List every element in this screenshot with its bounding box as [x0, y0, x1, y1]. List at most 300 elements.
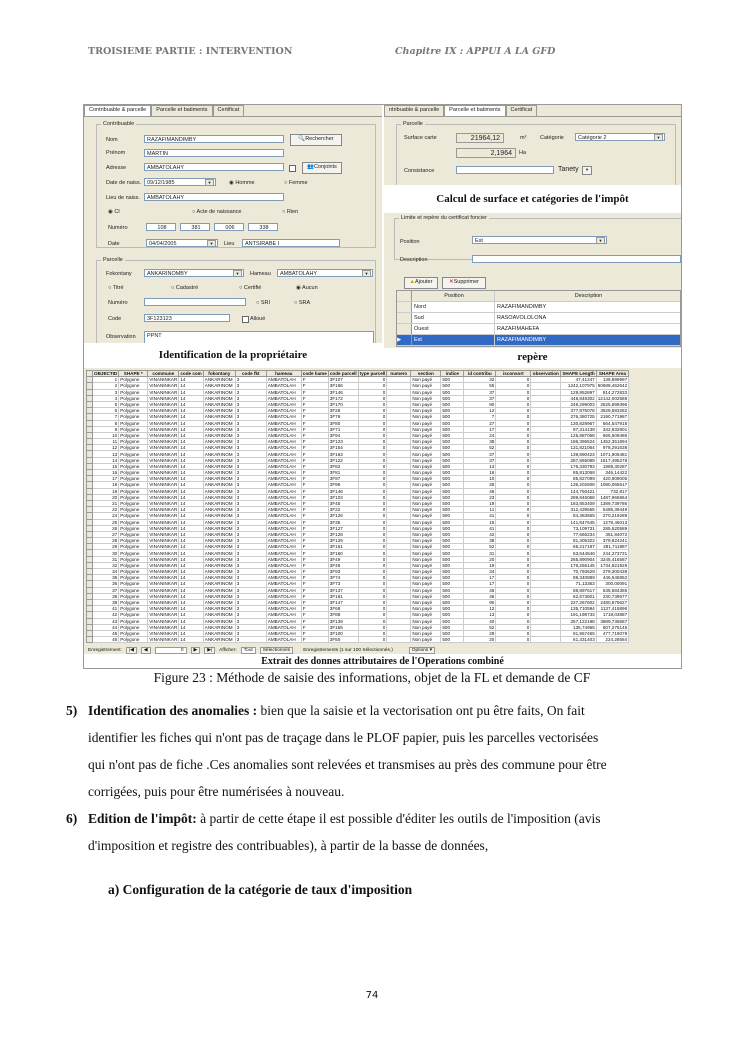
- column-header[interactable]: indice: [441, 371, 464, 377]
- table-cell: 15: [93, 463, 119, 469]
- table-cell: 3: [235, 569, 266, 575]
- column-header-description[interactable]: Description: [574, 293, 603, 299]
- table-cell: 500: [441, 593, 464, 599]
- table-cell: ANKARINOM: [203, 513, 235, 519]
- table-cell: 500: [441, 445, 464, 451]
- table-cell: 0: [496, 618, 531, 624]
- table-cell: 342,932801: [596, 426, 628, 432]
- date-naiss-picker[interactable]: 09/12/1985 ▼: [144, 178, 216, 186]
- column-header[interactable]: code parcell: [329, 371, 357, 377]
- table-cell: 46: [464, 593, 496, 599]
- table-cell: 3: [235, 463, 266, 469]
- adresse-field[interactable]: AMBATOLAHY: [144, 163, 284, 171]
- table-cell: 0: [496, 630, 531, 636]
- numero-part-1[interactable]: 108: [146, 223, 176, 231]
- table-cell: 1242,107975: [561, 383, 596, 389]
- table-cell: F: [301, 525, 328, 531]
- table-cell: VINANINKAR: [149, 470, 178, 476]
- column-header[interactable]: SHAPE Length: [562, 371, 595, 377]
- table-cell: 379,824241: [596, 538, 628, 544]
- table-cell: 0: [358, 470, 387, 476]
- table-cell: 13: [93, 451, 119, 457]
- tab-parcelle-batiments[interactable]: Parcelle et batiments: [444, 105, 505, 116]
- table-cell: 3F96: [328, 482, 358, 488]
- table-cell: ANKARINOM: [203, 476, 235, 482]
- table-cell: 500: [441, 538, 464, 544]
- consistance-field[interactable]: [456, 166, 554, 174]
- table-cell: F: [301, 618, 328, 624]
- table-cell: Non payé: [411, 569, 441, 575]
- table-row-selected[interactable]: ▶ Est RAZAFIMANDIMBY: [397, 335, 680, 346]
- table-row[interactable]: [87, 637, 629, 643]
- table-cell: 14: [179, 476, 203, 482]
- table-cell: Polygone: [119, 414, 148, 420]
- table-cell: 0: [496, 507, 531, 513]
- table-cell: Polygone: [119, 507, 148, 513]
- table-row[interactable]: Nord RAZAFIMANDIMBY: [397, 302, 680, 313]
- repere-grid: [396, 290, 681, 347]
- table-cell: Non payé: [411, 606, 441, 612]
- table-cell: F: [301, 630, 328, 636]
- table-cell: 3: [235, 513, 266, 519]
- table-cell: Polygone: [119, 618, 148, 624]
- table-cell: AMBATOLAH: [266, 463, 301, 469]
- numero-parcelle-field[interactable]: [144, 298, 246, 306]
- table-cell: ANKARINOM: [203, 383, 235, 389]
- table-cell: 500: [441, 494, 464, 500]
- table-cell: 14: [179, 581, 203, 587]
- table-cell: 0: [496, 562, 531, 568]
- table-cell: Non payé: [411, 494, 441, 500]
- chevron-down-icon: ▼: [585, 167, 589, 172]
- column-header[interactable]: id contribu: [464, 371, 496, 377]
- table-cell: 3: [235, 556, 266, 562]
- table-cell: Polygone: [119, 457, 148, 463]
- table-cell: Polygone: [119, 531, 148, 537]
- consistance-dropdown-button[interactable]: [582, 166, 592, 175]
- table-cell: 3: [235, 389, 266, 395]
- table-cell: 3F82: [328, 463, 358, 469]
- table-cell: 2525,899396: [596, 401, 628, 407]
- table-cell: 2: [93, 383, 119, 389]
- table-cell: 7: [464, 414, 496, 420]
- ci-radio[interactable]: ◉ CI: [108, 209, 120, 215]
- table-cell: 500: [441, 531, 464, 537]
- table-cell: 21: [93, 500, 119, 506]
- fokontany-select[interactable]: ANKARINOMBY ▼: [144, 269, 244, 277]
- dropdown-arrow-icon[interactable]: ▼: [207, 240, 216, 247]
- surface-panel: [384, 105, 681, 185]
- table-cell: 14: [179, 457, 203, 463]
- table-cell: 10: [93, 432, 119, 438]
- observation-field[interactable]: PPNT: [144, 331, 374, 343]
- column-header[interactable]: isconsort: [496, 371, 531, 377]
- table-cell: 351,84072: [596, 531, 628, 537]
- tab-certificat[interactable]: Certificat: [506, 105, 538, 116]
- acte-naissance-radio[interactable]: ○ Acte de naissance: [192, 209, 242, 215]
- table-cell: 3: [235, 507, 266, 513]
- table-cell: 0: [496, 377, 531, 383]
- table-cell: 46: [93, 637, 119, 643]
- prev-record-button[interactable]: ◀: [141, 647, 151, 654]
- table-cell: 62,573601: [561, 593, 596, 599]
- table-cell: AMBATOLAH: [266, 389, 301, 395]
- numero-part-3[interactable]: 006: [214, 223, 244, 231]
- table-cell: 814,272833: [596, 389, 628, 395]
- table-cell: VINANINKAR: [149, 538, 178, 544]
- table-cell: 0: [358, 538, 387, 544]
- options-button[interactable]: Options ▾: [409, 647, 435, 654]
- table-cell: 0: [358, 630, 387, 636]
- table-cell: Non payé: [411, 395, 441, 401]
- table-cell: 3: [235, 599, 266, 605]
- table-cell: 0: [496, 525, 531, 531]
- table-cell: 19: [464, 562, 496, 568]
- table-cell: 46: [464, 488, 496, 494]
- table-cell: AMBATOLAH: [266, 470, 301, 476]
- table-cell: VINANINKAR: [149, 389, 178, 395]
- categorie-select[interactable]: Catégorie 2 ▼: [575, 133, 665, 141]
- table-cell: 500: [441, 488, 464, 494]
- table-cell: VINANINKAR: [149, 383, 178, 389]
- table-cell: 0: [496, 408, 531, 414]
- table-cell: 77,666234: [561, 531, 596, 537]
- table-cell: AMBATOLAH: [266, 525, 301, 531]
- table-cell: 446,545852: [596, 575, 628, 581]
- column-header[interactable]: OBJECTID: [94, 371, 118, 377]
- table-cell: ANKARINOM: [203, 401, 235, 407]
- table-cell: F: [301, 383, 328, 389]
- prenom-field[interactable]: MARTIN: [144, 149, 284, 157]
- table-cell: 91,957465: [561, 630, 596, 636]
- table-cell: 65,217197: [561, 544, 596, 550]
- tout-button[interactable]: Tout: [241, 647, 256, 654]
- sra-radio[interactable]: ○ SRA: [294, 300, 310, 306]
- table-cell: 20: [464, 637, 496, 643]
- table-cell: 14: [179, 538, 203, 544]
- table-cell: F: [301, 637, 328, 643]
- table-cell: 97,314138: [561, 426, 596, 432]
- dropdown-arrow-icon[interactable]: ▼: [654, 134, 663, 141]
- tab-certificat[interactable]: Certificat: [213, 105, 245, 116]
- rechercher-button[interactable]: 🔍Rechercher: [290, 134, 342, 146]
- table-cell: AMBATOLAH: [266, 630, 301, 636]
- table-cell: Non payé: [411, 408, 441, 414]
- table-cell: 71,13363: [561, 581, 596, 587]
- table-cell: 14: [179, 377, 203, 383]
- table-cell: 279,300438: [596, 569, 628, 575]
- certifie-radio[interactable]: ○ Certifié: [239, 285, 261, 291]
- table-cell: VINANINKAR: [149, 624, 178, 630]
- table-cell: ANKARINOM: [203, 470, 235, 476]
- table-cell: AMBATOLAH: [266, 500, 301, 506]
- table-cell: AMBATOLAH: [266, 575, 301, 581]
- table-cell: 3: [93, 389, 119, 395]
- dropdown-arrow-icon[interactable]: ▼: [205, 179, 214, 186]
- numero-part-2[interactable]: 381: [180, 223, 210, 231]
- table-cell: 14: [179, 606, 203, 612]
- table-cell: ANKARINOM: [203, 519, 235, 525]
- table-cell: Non payé: [411, 377, 441, 383]
- table-cell: 500: [441, 377, 464, 383]
- table-cell: 43: [93, 618, 119, 624]
- table-cell: F: [301, 500, 328, 506]
- table-cell: F: [301, 476, 328, 482]
- table-cell: F: [301, 463, 328, 469]
- ajouter-button[interactable]: ▲Ajouter: [404, 277, 438, 289]
- table-cell: 3F50: [328, 637, 358, 643]
- code-field[interactable]: 3F123123: [144, 314, 230, 322]
- table-cell: 28: [464, 482, 496, 488]
- table-cell: 38: [464, 538, 496, 544]
- dropdown-arrow-icon[interactable]: ▼: [596, 237, 605, 244]
- description-field[interactable]: [472, 255, 681, 263]
- table-cell: AMBATOLAH: [266, 377, 301, 383]
- column-header[interactable]: type parcell: [359, 371, 386, 377]
- table-cell: 500: [441, 581, 464, 587]
- table-cell: 135,710594: [561, 606, 596, 612]
- table-cell: 14: [179, 513, 203, 519]
- table-cell: 3F97: [328, 476, 358, 482]
- table-cell: 500: [441, 395, 464, 401]
- table-cell: VINANINKAR: [149, 612, 178, 618]
- table-cell: F: [301, 408, 328, 414]
- group-title: Contribuable: [103, 121, 135, 127]
- column-header[interactable]: observation: [532, 371, 559, 377]
- first-record-button[interactable]: |◀: [126, 647, 137, 654]
- dropdown-arrow-icon[interactable]: ▼: [233, 270, 242, 277]
- table-cell: 0: [358, 414, 387, 420]
- table-cell: AMBATOLAH: [266, 457, 301, 463]
- table-cell: 14: [179, 432, 203, 438]
- table-cell: 500: [441, 463, 464, 469]
- table-cell: 500: [441, 599, 464, 605]
- conjoint-checkbox[interactable]: [289, 165, 296, 172]
- table-cell: 3F172: [328, 395, 358, 401]
- next-record-button[interactable]: ▶: [191, 647, 201, 654]
- column-header-position[interactable]: Position: [412, 291, 495, 301]
- table-cell: Polygone: [119, 525, 148, 531]
- table-cell: 3F107: [328, 377, 358, 383]
- table-cell: F: [301, 439, 328, 445]
- subheading: a) Configuration de la catégorie de taux d'imposition: [108, 882, 413, 897]
- search-icon: 🔍: [298, 136, 306, 142]
- position-select[interactable]: Est ▼: [472, 236, 607, 244]
- table-cell: 37: [464, 395, 496, 401]
- table-cell: 14: [179, 531, 203, 537]
- table-cell: Non payé: [411, 500, 441, 506]
- hameau-select[interactable]: AMBATOLAHY ▼: [277, 269, 373, 277]
- homme-radio[interactable]: ◉ Homme: [229, 180, 255, 186]
- table-cell: Non payé: [411, 556, 441, 562]
- table-cell: 27: [464, 420, 496, 426]
- selectionnes-button[interactable]: Sélectionnés: [260, 647, 293, 654]
- table-cell: 1734,821929: [596, 562, 628, 568]
- table-row[interactable]: Sud RASOAVOLOLONA: [397, 313, 680, 324]
- table-cell: 26: [93, 525, 119, 531]
- table-cell: F: [301, 445, 328, 451]
- table-cell: 44: [93, 624, 119, 630]
- table-cell: 14: [179, 389, 203, 395]
- table-cell: 11: [464, 507, 496, 513]
- table-cell: 564,547918: [596, 420, 628, 426]
- last-record-button[interactable]: ▶|: [204, 647, 215, 654]
- table-cell: Polygone: [119, 383, 148, 389]
- table-cell: 0: [496, 587, 531, 593]
- table-cell: 0: [358, 482, 387, 488]
- table-cell: 12: [93, 445, 119, 451]
- alloue-checkbox[interactable]: [242, 316, 249, 323]
- table-cell: 3F103: [328, 494, 358, 500]
- table-cell: Polygone: [119, 630, 148, 636]
- column-header[interactable]: SHAPE Area: [596, 371, 628, 377]
- supprimer-button[interactable]: ✕Supprimer: [442, 277, 486, 289]
- table-cell: 41: [464, 525, 496, 531]
- titre-radio[interactable]: ○ Titré: [108, 285, 124, 291]
- table-cell: AMBATOLAH: [266, 599, 301, 605]
- conjoints-button[interactable]: 👥Conjoints: [302, 162, 342, 174]
- table-cell: 32: [464, 377, 496, 383]
- table-cell: Polygone: [119, 494, 148, 500]
- column-header[interactable]: fokontany: [203, 371, 235, 377]
- unit-ha: Ha: [519, 150, 527, 156]
- column-header[interactable]: commune: [148, 371, 179, 377]
- categorie-label: Catégorie: [540, 135, 564, 141]
- table-cell: ANKARINOM: [203, 488, 235, 494]
- table-cell: 3F154: [328, 445, 358, 451]
- table-cell: 17: [464, 581, 496, 587]
- table-cell: 227,267602: [561, 599, 596, 605]
- table-cell: ANKARINOM: [203, 439, 235, 445]
- tab-parcelle-batiments[interactable]: Parcelle et batiments: [151, 105, 212, 116]
- afficher-label: Afficher:: [219, 648, 237, 653]
- table-cell: Non payé: [411, 575, 441, 581]
- table-cell: 73,109731: [561, 525, 596, 531]
- table-cell: 500: [441, 525, 464, 531]
- table-cell: 3F68: [328, 606, 358, 612]
- adresse-label: Adresse: [106, 165, 127, 171]
- column-header[interactable]: code hame: [302, 371, 327, 377]
- column-header[interactable]: hameau: [266, 371, 301, 377]
- table-cell: F: [301, 494, 328, 500]
- table-cell: 500: [441, 569, 464, 575]
- table-cell: 3F100: [328, 630, 358, 636]
- table-cell: Non payé: [411, 426, 441, 432]
- table-cell: 14: [179, 618, 203, 624]
- table-cell: 9: [93, 426, 119, 432]
- table-cell: 0: [358, 457, 387, 463]
- table-cell: VINANINKAR: [149, 525, 178, 531]
- table-cell: 1137,415896: [596, 606, 628, 612]
- table-cell: Non payé: [411, 587, 441, 593]
- table-cell: 0: [358, 476, 387, 482]
- table-cell: AMBATOLAH: [266, 451, 301, 457]
- table-cell: 0: [496, 519, 531, 525]
- table-cell: F: [301, 531, 328, 537]
- table-cell: 224,28584: [596, 637, 628, 643]
- table-cell: VINANINKAR: [149, 550, 178, 556]
- table-cell: F: [301, 457, 328, 463]
- table-cell: 0: [496, 389, 531, 395]
- table-cell: 0: [358, 500, 387, 506]
- record-number-input[interactable]: 0: [155, 647, 187, 654]
- table-cell: 3: [235, 581, 266, 587]
- aucun-radio[interactable]: ◉ Aucun: [296, 285, 318, 291]
- column-header[interactable]: SHAPE *: [119, 371, 148, 377]
- table-cell: VINANINKAR: [149, 507, 178, 513]
- column-header[interactable]: code fkt: [235, 371, 266, 377]
- table-cell: ANKARINOM: [203, 562, 235, 568]
- table-cell: 35: [93, 575, 119, 581]
- cadastre-radio[interactable]: ○ Cadastré: [171, 285, 198, 291]
- date-picker[interactable]: 04/04/2005 ▼: [146, 239, 218, 247]
- table-cell: 37: [464, 451, 496, 457]
- table-cell: 3: [235, 470, 266, 476]
- table-cell: F: [301, 587, 328, 593]
- table-cell: ANKARINOM: [203, 463, 235, 469]
- table-cell: 0: [496, 624, 531, 630]
- table-cell: 20: [93, 494, 119, 500]
- table-cell: Polygone: [119, 538, 148, 544]
- table-cell: 230,739577: [596, 593, 628, 599]
- table-cell: 0: [496, 395, 531, 401]
- table-cell: 3F147: [328, 599, 358, 605]
- table-cell: Non payé: [411, 389, 441, 395]
- table-cell: 14: [179, 482, 203, 488]
- table-cell: 144,750421: [561, 488, 596, 494]
- table-cell: 7: [93, 414, 119, 420]
- column-header[interactable]: code com: [180, 371, 202, 377]
- table-cell: 377,876078: [561, 408, 596, 414]
- table-cell: 5485,39449: [596, 507, 628, 513]
- column-header[interactable]: numero: [387, 371, 411, 377]
- table-cell: 3: [235, 432, 266, 438]
- numero-part-4[interactable]: 338: [248, 223, 278, 231]
- table-cell: ANKARINOM: [203, 612, 235, 618]
- table-cell: Polygone: [119, 401, 148, 407]
- lieu-naiss-field[interactable]: AMBATOLAHY: [144, 193, 284, 201]
- sri-radio[interactable]: ○ SRI: [256, 300, 270, 306]
- table-cell: 13: [464, 463, 496, 469]
- table-cell: F: [301, 470, 328, 476]
- femme-radio[interactable]: ○ Femme: [284, 180, 308, 186]
- table-cell: Polygone: [119, 587, 148, 593]
- table-cell: 14: [179, 494, 203, 500]
- table-cell: 14: [179, 414, 203, 420]
- column-header[interactable]: section: [411, 371, 441, 377]
- tab-contribuable-parcelle[interactable]: Contribuable & parcelle: [84, 105, 151, 116]
- table-cell: 28: [93, 538, 119, 544]
- table-row[interactable]: Ouest RAZAFIMAHEFA: [397, 324, 680, 335]
- rien-radio[interactable]: ○ Rien: [282, 209, 298, 215]
- table-cell: 535,584386: [596, 587, 628, 593]
- lieu-naiss-label: Lieu de naiss.: [106, 195, 140, 201]
- lieu-field[interactable]: ANTSIRABE I: [242, 239, 340, 247]
- nom-field[interactable]: RAZAFIMANDIMBY: [144, 135, 284, 143]
- table-cell: 183,853409: [561, 500, 596, 506]
- table-cell: 3F76: [328, 414, 358, 420]
- table-cell: VINANINKAR: [149, 395, 178, 401]
- table-cell: 3: [235, 606, 266, 612]
- table-cell: 1968,30287: [596, 463, 628, 469]
- tab-contribuable-parcelle[interactable]: ntribuable & parcelle: [384, 105, 444, 116]
- table-cell: 130,828967: [561, 420, 596, 426]
- table-cell: 665,509486: [596, 432, 628, 438]
- table-cell: 3: [235, 445, 266, 451]
- table-cell: Non payé: [411, 463, 441, 469]
- dropdown-arrow-icon[interactable]: ▼: [362, 270, 371, 277]
- table-cell: F: [301, 426, 328, 432]
